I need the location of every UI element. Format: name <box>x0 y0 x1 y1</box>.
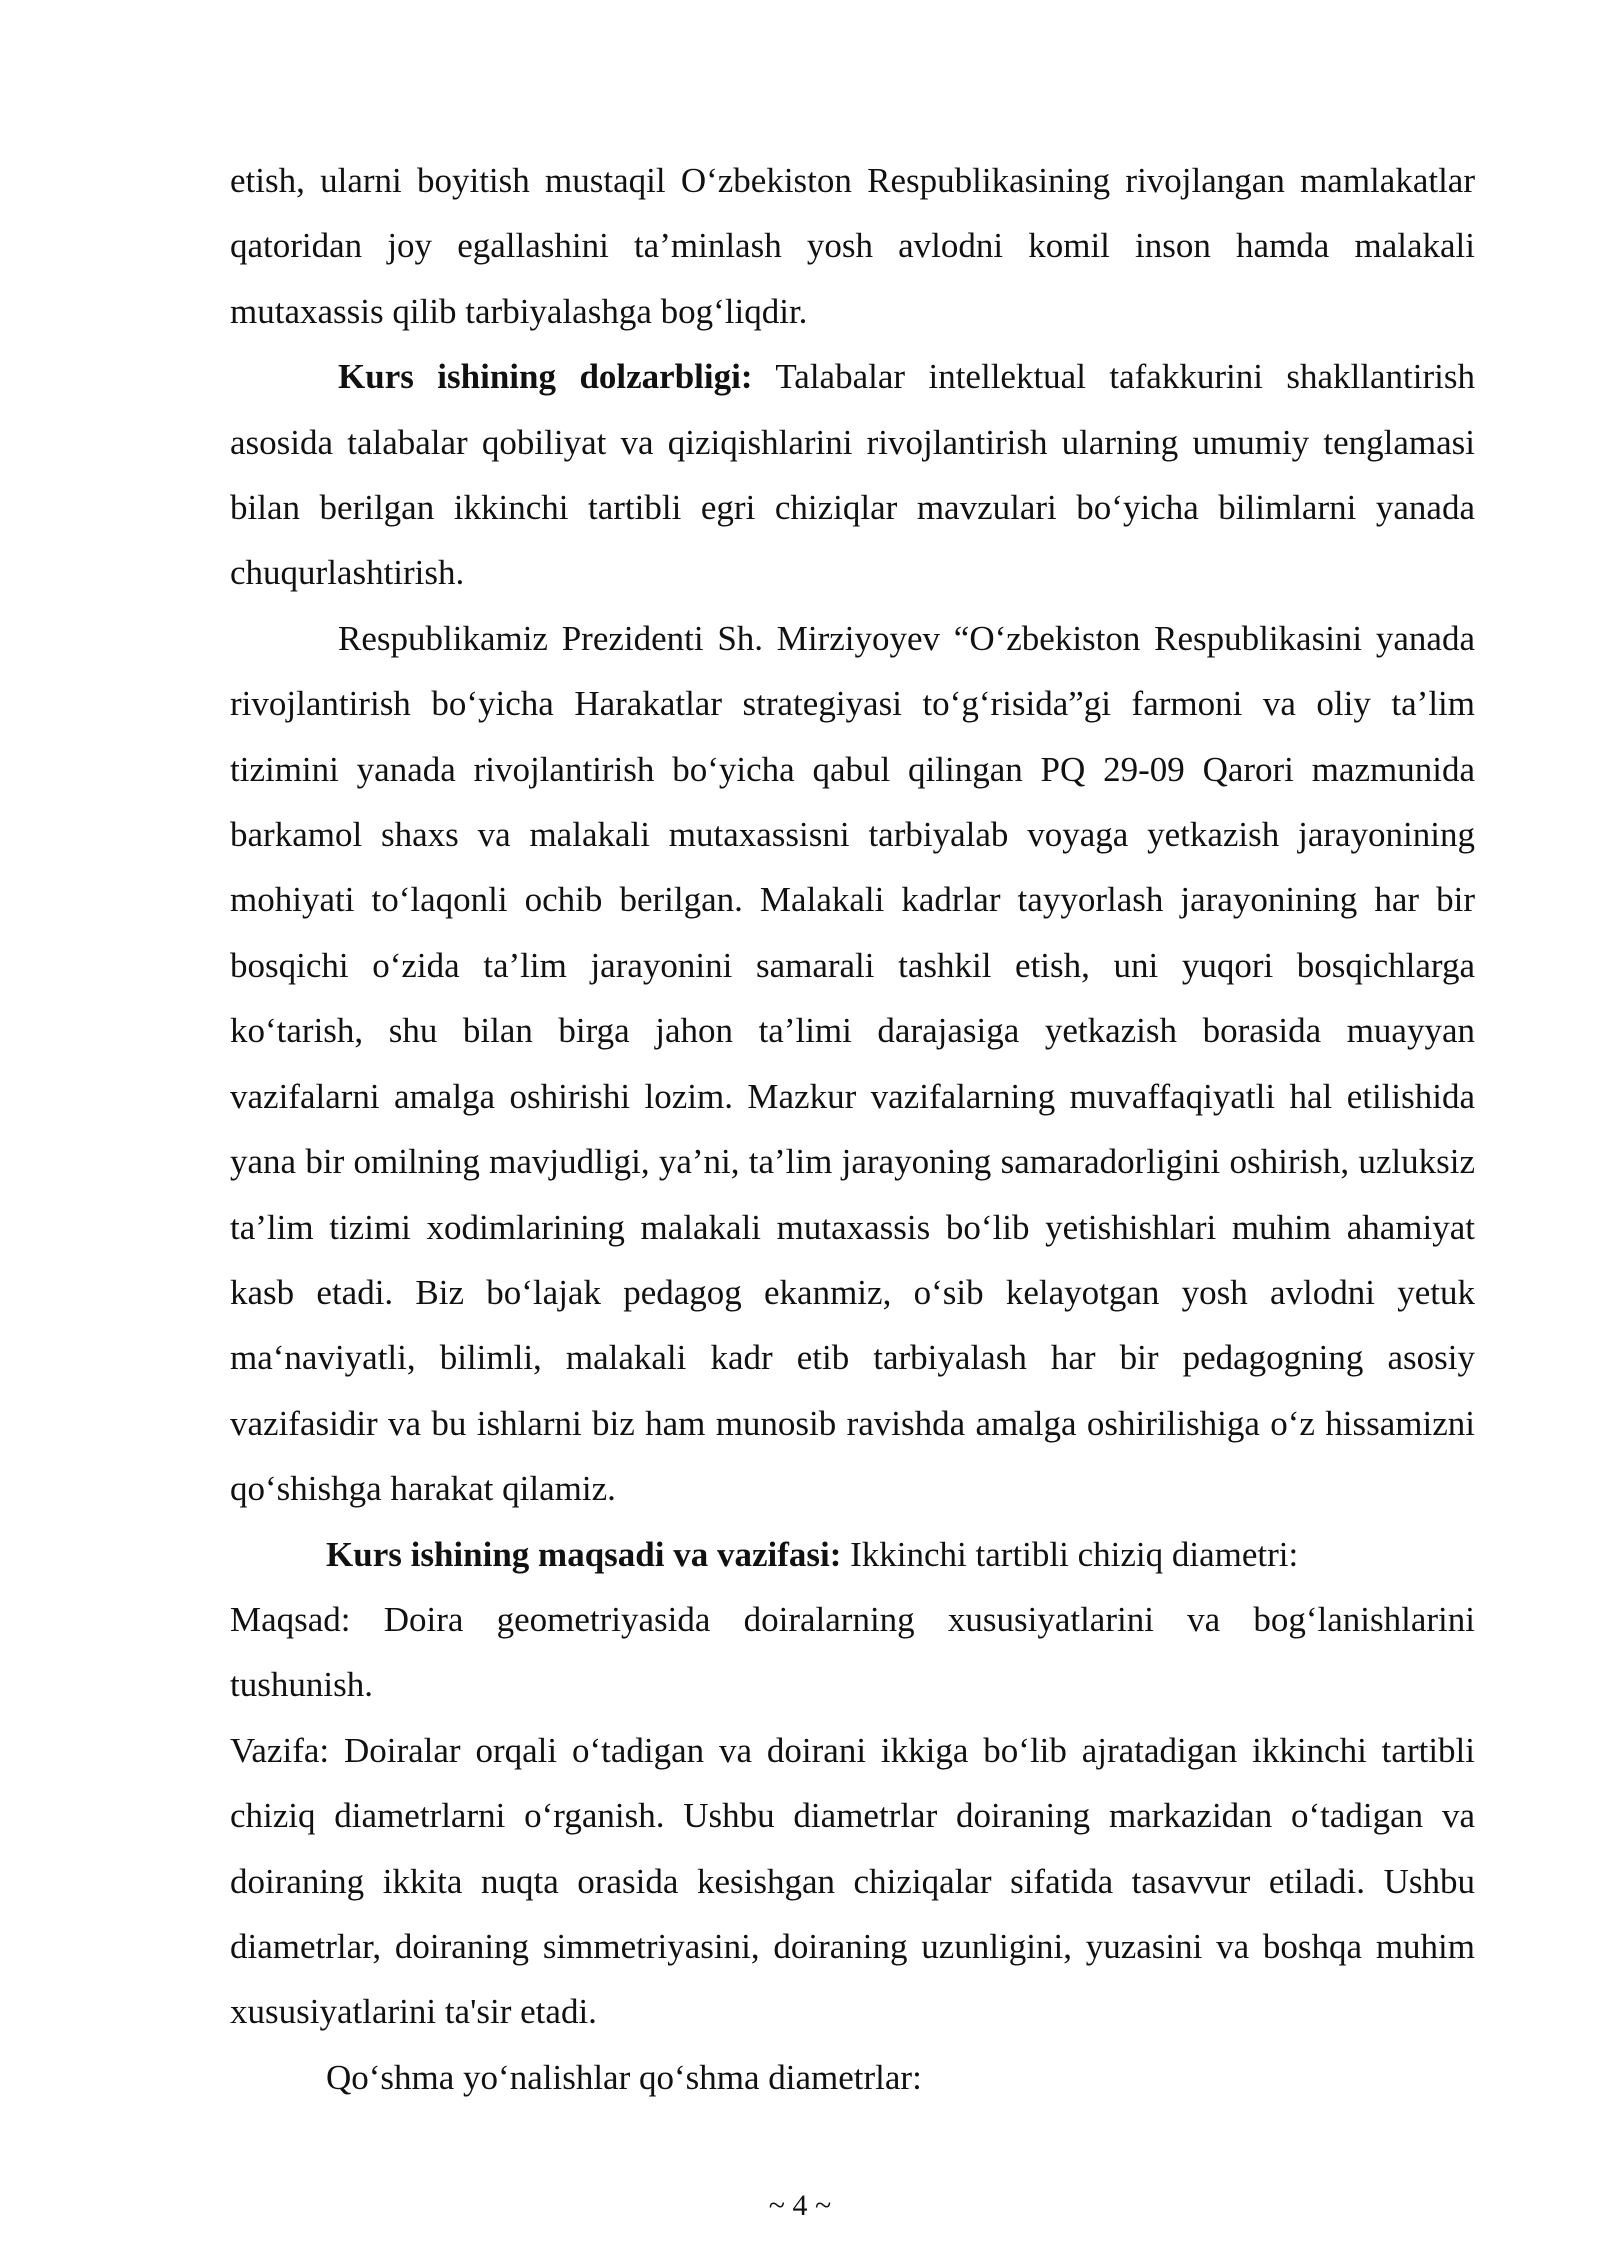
paragraph-task: Vazifa: Doiralar orqali o‘tadigan va doirani ikkiga bo‘lib ajratadigan ikkinchi tartibli chiziq diametrlarni o‘rganish. Ushbu diametrlar doiraning markazidan o‘tadigan va doiraning ikkita nuqta orasida kesishgan chiziqalar sifatida tasavvur etiladi. Ushbu diametrlar, doiraning simmetriyasini, doiraning uzunligini, yuzasini va boshqa muhim xususiyatlarini ta'sir etadi. <box>230 1730 1475 2032</box>
page-number: ~ 4 ~ <box>768 2189 832 2222</box>
relevance-heading: Kurs ishining dolzarbligi: <box>338 357 753 397</box>
paragraph-conjugate-diameters: Qo‘shma yo‘nalishlar qo‘shma diametrlar: <box>326 2057 922 2097</box>
relevance-text: Talabalar intellektual tafakkurini shakllantirish asosida talabalar qobiliyat va qiziqishlarini rivojlantirish ularning umumiy tenglamasi bilan berilgan ikkinchi tartibli egri chiziqlar mavzulari bo‘yicha bilimlarni yanada chuqurlashtirish. <box>230 357 1475 593</box>
goal-task-text: Ikkinchi tartibli chiziq diametri: <box>841 1534 1299 1574</box>
paragraph-intro-continuation: etish, ularni boyitish mustaqil O‘zbekiston Respublikasining rivojlangan mamlakatlar qatoridan joy egallashini ta’minlash yosh avlodni komil inson hamda malakali mutaxassis qilib tarbiyalashga bog‘liqdir. <box>230 161 1475 331</box>
paragraph-goal: Maqsad: Doira geometriyasida doiralarning xususiyatlarini va bog‘lanishlarini tushunish. <box>230 1599 1475 1705</box>
goal-task-heading: Kurs ishining maqsadi va vazifasi: <box>326 1534 842 1574</box>
paragraph-president-decree: Respublikamiz Prezidenti Sh. Mirziyoyev “O‘zbekiston Respublikasini yanada rivojlantirish bo‘yicha Harakatlar strategiyasi to‘g‘risida”gi farmoni va oliy ta’lim tizimini yanada rivojlantirish bo‘yicha qabul qilingan PQ 29-09 Qarori mazmunida barkamol shaxs va malakali mutaxassisni tarbiyalab voyaga yetkazish jarayonining mohiyati to‘laqonli ochib berilgan. Malakali kadrlar tayyorlash jarayonining har bir bosqichi o‘zida ta’lim jarayonini samarali tashkil etish, uni yuqori bosqichlarga ko‘tarish, shu bilan birga jahon ta’limi darajasiga yetkazish borasida muayyan vazifalarni amalga oshirishi lozim. Mazkur vazifalarning muvaffaqiyatli hal etilishida yana bir omilning mavjudligi, ya’ni, ta’lim jarayoning samaradorligini oshirish, uzluksiz ta’lim tizimi xodimlarining malakali mutaxassis bo‘lib yetishishlari muhim ahamiyat kasb etadi. Biz bo‘lajak pedagog ekanmiz, o‘sib kelayotgan yosh avlodni yetuk ma‘naviyatli, bilimli, malakali kadr etib tarbiyalash har bir pedagogning asosiy vazifasidir va bu ishlarni biz ham munosib ravishda amalga oshirilishiga o‘z hissamizni qo‘shishga harakat qilamiz. <box>230 618 1475 1509</box>
paragraph-goal-task <box>230 1522 1475 1587</box>
document-page <box>230 148 1475 2110</box>
paragraph-relevance <box>230 344 1475 606</box>
